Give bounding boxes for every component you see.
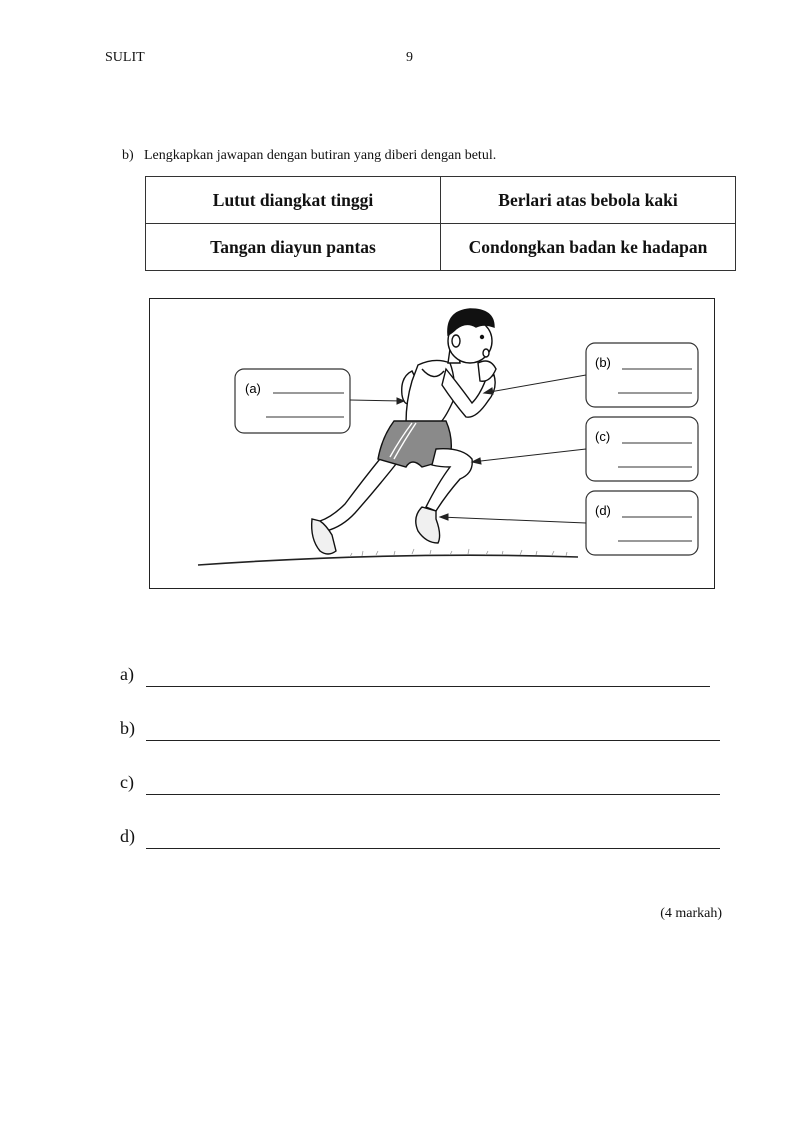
answer-line[interactable] [146,794,720,795]
header-sulit: SULIT [105,50,145,65]
answer-line[interactable] [146,686,710,687]
answer-label: b) [120,718,135,738]
answer-label: d) [120,826,135,846]
question-label: b) [122,148,134,163]
label-d: (d) [595,503,611,518]
answer-line[interactable] [146,740,720,741]
label-box-a [235,369,350,433]
runner-illustration [150,299,716,590]
answer-row-a [120,664,720,694]
instruction-text: Lengkapkan jawapan dengan butiran yang diberi dengan betul. [144,148,497,163]
label-box-b [586,343,698,407]
answer-label: a) [120,664,134,684]
table-row [146,224,736,271]
answer-row-b [120,718,720,748]
table-row [146,177,736,224]
label-box-c [586,417,698,481]
label-b: (b) [595,355,611,370]
answer-row-d [120,826,720,856]
page-number: 9 [406,50,413,65]
label-a: (a) [245,381,261,396]
answer-line[interactable] [146,848,720,849]
runner-figure [149,298,715,589]
question-instruction [122,148,496,164]
ground-line [198,555,578,565]
label-c: (c) [595,429,611,444]
option-cell: Tangan diayun pantas [146,224,441,271]
answer-label: c) [120,772,134,792]
option-cell: Condongkan badan ke hadapan [441,224,736,271]
option-cell: Lutut diangkat tinggi [146,177,441,224]
answer-row-c [120,772,720,802]
option-cell: Berlari atas bebola kaki [441,177,736,224]
marks-label: (4 markah) [660,906,722,921]
options-table [145,176,736,271]
label-box-d [586,491,698,555]
